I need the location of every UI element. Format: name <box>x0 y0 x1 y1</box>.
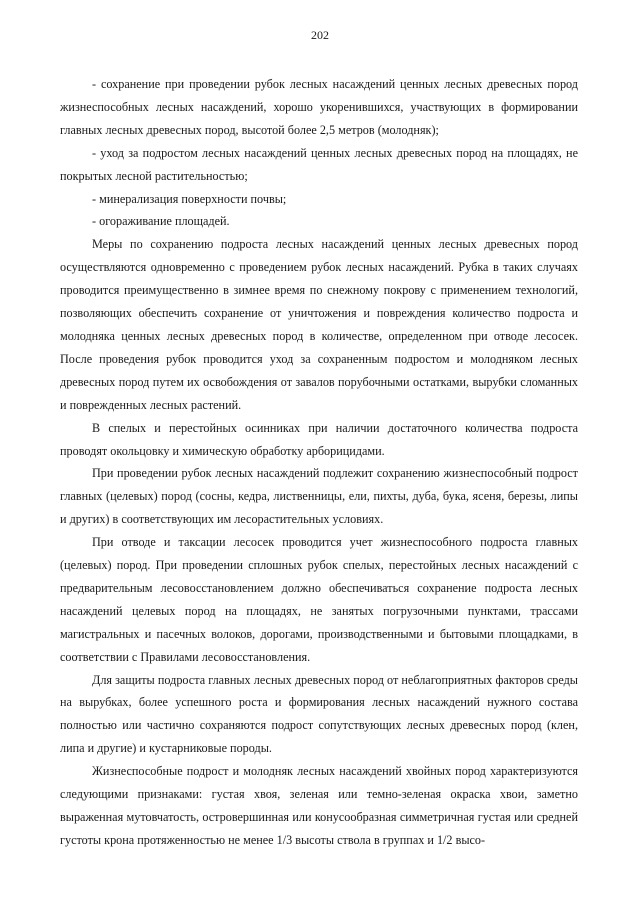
paragraph-2: - уход за подростом лесных насаждений ценных лесных древесных пород на площадях, не покрытых лесной растительностью; <box>60 145 578 183</box>
paragraph-6: В спелых и перестойных осинниках при наличии достаточного количества подроста проводят окольцовку и химическую обработку арборицидами. <box>60 420 578 458</box>
paragraph-8: При отводе и таксации лесосек проводится учет жизнеспособного подроста главных (целевых) пород. При проведении сплошных рубок спелых, перестойных лесных насаждений с предварительным лесовосстановлением должно обеспечиваться сохранение подроста лесных насаждений целевых пород на площадях, не занятых погрузочными пунктами, трассами магистральных и пасечных волоков, дорогами, производственными и бытовыми площадками, в соответствии с Правилами лесовосстановления. <box>60 535 578 664</box>
paragraph-1: - сохранение при проведении рубок лесных насаждений ценных лесных древесных пород жизнеспособных лесных насаждений, хорошо укоренившихся, участвующих в формировании главных лесных древесных пород, высотой более 2,5 метров (молодняк); <box>60 77 578 137</box>
paragraph-5: Меры по сохранению подроста лесных насаждений ценных лесных древесных пород осуществляются одновременно с проведением рубок лесных насаждений. Рубка в таких случаях проводится преимущественно в зимнее время по снежному покрову с применением технологий, позволяющих обеспечить сохранение от уничтожения и повреждения количество подроста и молодняка ценных лесных древесных пород в количестве, определенном при отводе лесосек. После проведения рубок проводится уход за сохраненным подростом и молодняком лесных древесных пород путем их освобождения от завалов порубочными остатками, вырубки сломанных и поврежденных лесных растений. <box>60 237 578 412</box>
page-number: 202 <box>311 28 329 42</box>
paragraph-4: - огораживание площадей. <box>92 214 230 229</box>
paragraph-9: Для защиты подроста главных лесных древесных пород от неблагоприятных факторов среды на вырубках, более успешного роста и формирования лесных насаждений нужного состава полностью или частично сохраняются подрост сопутствующих лесных древесных пород (клен, липа и другие) и кустарниковые породы. <box>60 672 578 756</box>
paragraph-10: Жизнеспособные подрост и молодняк лесных насаждений хвойных пород характеризуются следующими признаками: густая хвоя, зеленая или темно-зеленая окраска хвои, заметно выраженная мутовчатость, островершинная или конусообразная симметричная густая или средней густоты крона протяженностью не менее 1/3 высоты ствола в группах и 1/2 высо- <box>60 764 578 847</box>
paragraph-3: - минерализация поверхности почвы; <box>92 191 287 206</box>
paragraph-7: При проведении рубок лесных насаждений подлежит сохранению жизнеспособный подрост главных (целевых) пород (сосны, кедра, лиственницы, ели, пихты, дуба, бука, ясеня, березы, липы и других) в соответствующих им лесорастительных условиях. <box>60 466 578 527</box>
text-body <box>60 73 578 852</box>
